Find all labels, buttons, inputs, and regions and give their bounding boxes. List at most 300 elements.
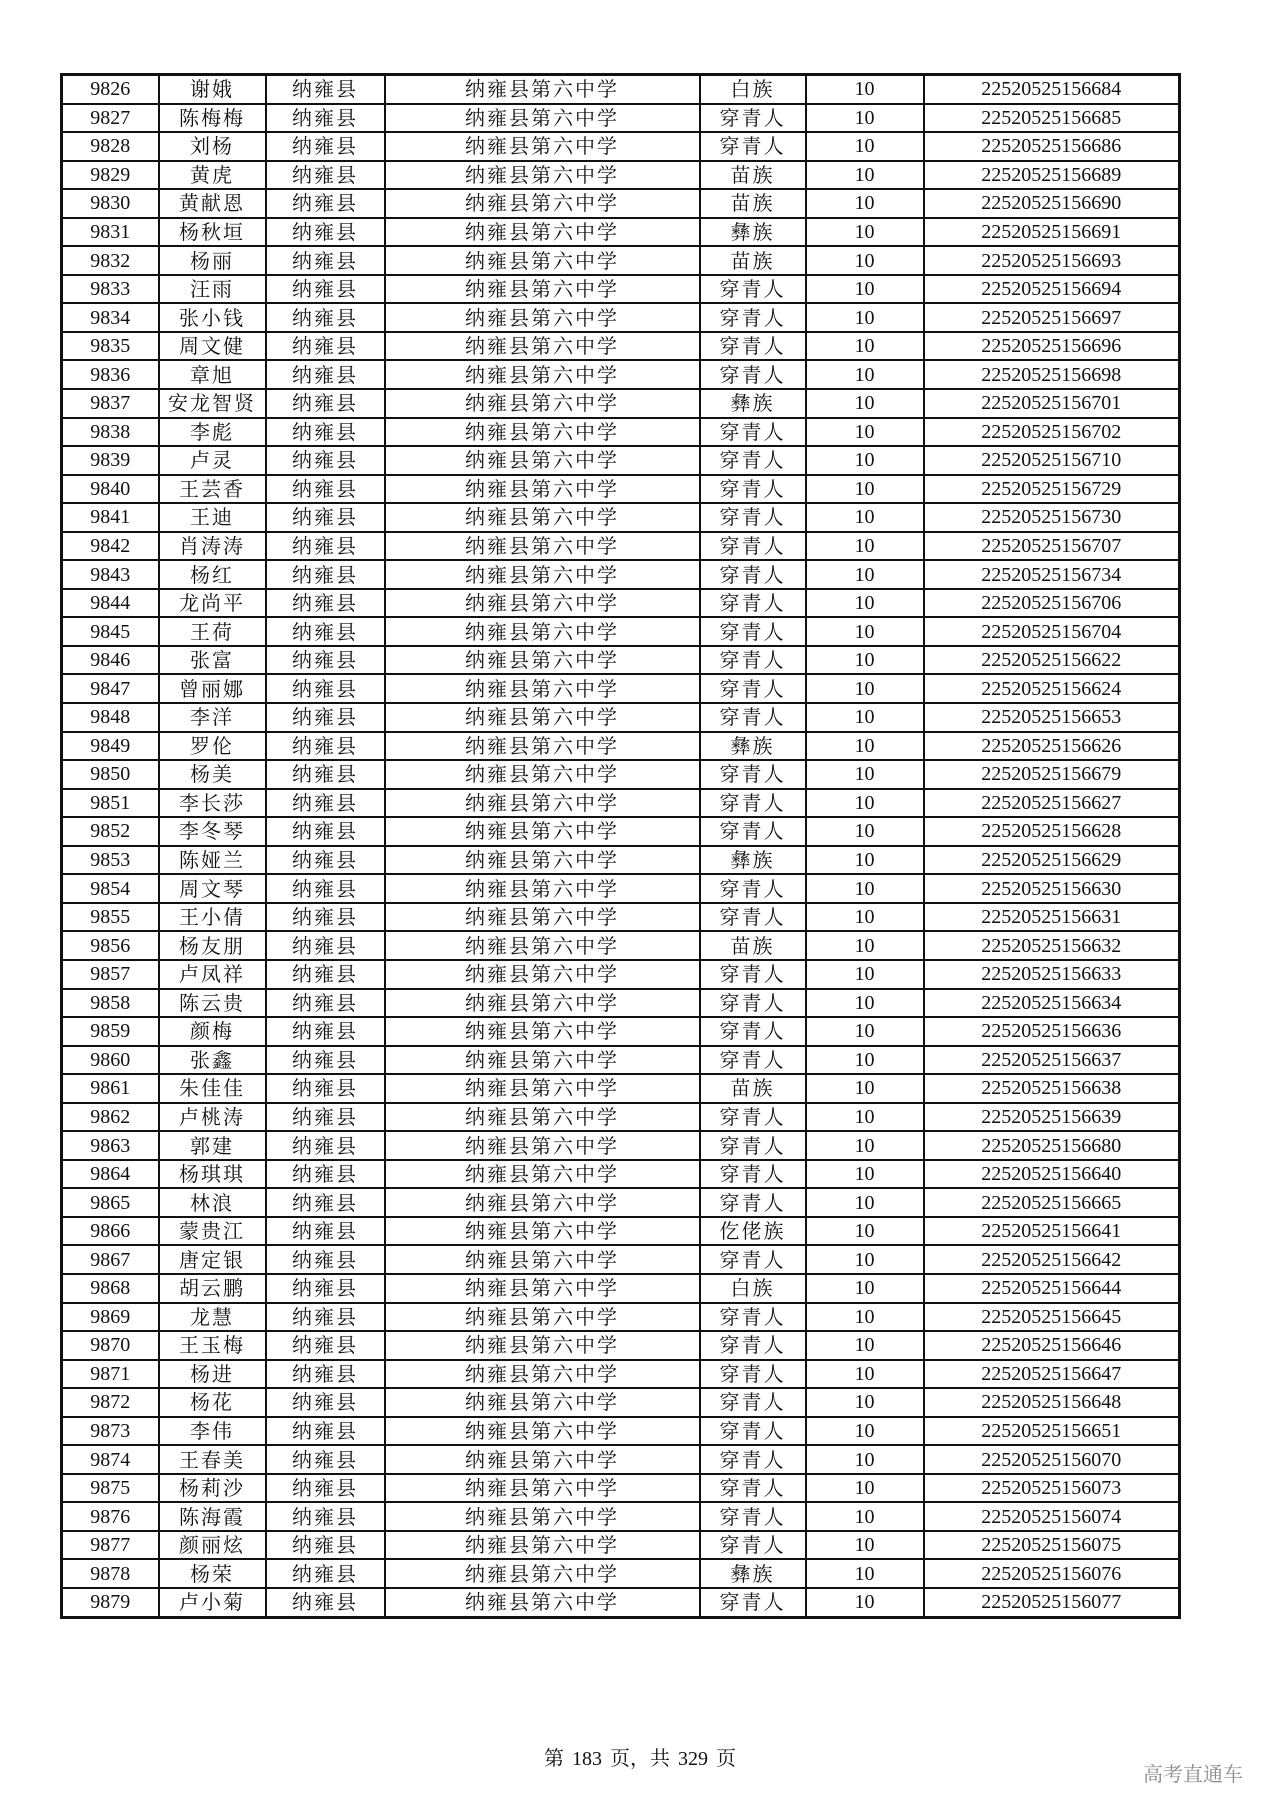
county-cell: 纳雍县 (266, 132, 385, 161)
name-cell: 龙慧 (159, 1303, 266, 1332)
seq-cell: 9828 (62, 132, 159, 161)
table-row (62, 1217, 1180, 1246)
county-cell: 纳雍县 (266, 560, 385, 589)
score-cell: 10 (806, 989, 924, 1018)
county-cell: 纳雍县 (266, 189, 385, 218)
school-cell: 纳雍县第六中学 (385, 360, 700, 389)
exam-id-cell: 22520525156636 (924, 1017, 1180, 1046)
seq-cell: 9841 (62, 503, 159, 532)
exam-id-cell: 22520525156645 (924, 1303, 1180, 1332)
table-row (62, 560, 1180, 589)
school-cell: 纳雍县第六中学 (385, 275, 700, 304)
school-cell: 纳雍县第六中学 (385, 817, 700, 846)
table-row (62, 617, 1180, 646)
seq-cell: 9878 (62, 1559, 159, 1588)
school-cell: 纳雍县第六中学 (385, 760, 700, 789)
score-cell: 10 (806, 132, 924, 161)
current-page-number: 183 (572, 1748, 602, 1770)
table-row (62, 646, 1180, 675)
ethnicity-cell: 穿青人 (700, 503, 806, 532)
seq-cell: 9829 (62, 161, 159, 190)
school-cell: 纳雍县第六中学 (385, 560, 700, 589)
school-cell: 纳雍县第六中学 (385, 332, 700, 361)
county-cell: 纳雍县 (266, 1588, 385, 1617)
name-cell: 颜丽炫 (159, 1531, 266, 1560)
county-cell: 纳雍县 (266, 303, 385, 332)
ethnicity-cell: 苗族 (700, 189, 806, 218)
county-cell: 纳雍县 (266, 646, 385, 675)
exam-id-cell: 22520525156640 (924, 1160, 1180, 1189)
county-cell: 纳雍县 (266, 1160, 385, 1189)
ethnicity-cell: 穿青人 (700, 874, 806, 903)
seq-cell: 9855 (62, 903, 159, 932)
table-row (62, 1417, 1180, 1446)
ethnicity-cell: 穿青人 (700, 1417, 806, 1446)
county-cell: 纳雍县 (266, 360, 385, 389)
name-cell: 谢娥 (159, 75, 266, 104)
score-cell: 10 (806, 275, 924, 304)
exam-id-cell: 22520525156628 (924, 817, 1180, 846)
county-cell: 纳雍县 (266, 275, 385, 304)
school-cell: 纳雍县第六中学 (385, 1274, 700, 1303)
county-cell: 纳雍县 (266, 1559, 385, 1588)
table-row (62, 475, 1180, 504)
county-cell: 纳雍县 (266, 475, 385, 504)
table-row (62, 674, 1180, 703)
seq-cell: 9839 (62, 446, 159, 475)
footer-prefix: 第 (544, 1748, 564, 1770)
table-row (62, 1588, 1180, 1617)
score-cell: 10 (806, 874, 924, 903)
seq-cell: 9832 (62, 246, 159, 275)
county-cell: 纳雍县 (266, 817, 385, 846)
county-cell: 纳雍县 (266, 1445, 385, 1474)
county-cell: 纳雍县 (266, 1188, 385, 1217)
name-cell: 王芸香 (159, 475, 266, 504)
footer-page-unit: 页，共 (610, 1748, 670, 1770)
ethnicity-cell: 苗族 (700, 931, 806, 960)
county-cell: 纳雍县 (266, 1331, 385, 1360)
name-cell: 杨莉沙 (159, 1474, 266, 1503)
table-row (62, 760, 1180, 789)
county-cell: 纳雍县 (266, 161, 385, 190)
name-cell: 陈娅兰 (159, 846, 266, 875)
seq-cell: 9850 (62, 760, 159, 789)
seq-cell: 9845 (62, 617, 159, 646)
score-cell: 10 (806, 389, 924, 418)
seq-cell: 9834 (62, 303, 159, 332)
exam-id-cell: 22520525156651 (924, 1417, 1180, 1446)
ethnicity-cell: 穿青人 (700, 703, 806, 732)
ethnicity-cell: 穿青人 (700, 1331, 806, 1360)
school-cell: 纳雍县第六中学 (385, 874, 700, 903)
exam-id-cell: 22520525156691 (924, 218, 1180, 247)
name-cell: 王玉梅 (159, 1331, 266, 1360)
ethnicity-cell: 彝族 (700, 389, 806, 418)
table-row (62, 1245, 1180, 1274)
table-row (62, 589, 1180, 618)
ethnicity-cell: 穿青人 (700, 1188, 806, 1217)
school-cell: 纳雍县第六中学 (385, 1474, 700, 1503)
school-cell: 纳雍县第六中学 (385, 732, 700, 761)
name-cell: 王迪 (159, 503, 266, 532)
name-cell: 汪雨 (159, 275, 266, 304)
score-cell: 10 (806, 1103, 924, 1132)
county-cell: 纳雍县 (266, 1303, 385, 1332)
county-cell: 纳雍县 (266, 104, 385, 133)
score-cell: 10 (806, 104, 924, 133)
school-cell: 纳雍县第六中学 (385, 960, 700, 989)
score-cell: 10 (806, 1217, 924, 1246)
name-cell: 周文琴 (159, 874, 266, 903)
score-cell: 10 (806, 418, 924, 447)
score-cell: 10 (806, 1046, 924, 1075)
county-cell: 纳雍县 (266, 931, 385, 960)
seq-cell: 9867 (62, 1245, 159, 1274)
exam-id-cell: 22520525156076 (924, 1559, 1180, 1588)
school-cell: 纳雍县第六中学 (385, 1331, 700, 1360)
score-cell: 10 (806, 1017, 924, 1046)
seq-cell: 9860 (62, 1046, 159, 1075)
name-cell: 张小钱 (159, 303, 266, 332)
ethnicity-cell: 彝族 (700, 846, 806, 875)
ethnicity-cell: 穿青人 (700, 360, 806, 389)
ethnicity-cell: 穿青人 (700, 1131, 806, 1160)
score-cell: 10 (806, 218, 924, 247)
ethnicity-cell: 穿青人 (700, 789, 806, 818)
table-row (62, 418, 1180, 447)
school-cell: 纳雍县第六中学 (385, 1417, 700, 1446)
ethnicity-cell: 彝族 (700, 732, 806, 761)
table-row (62, 75, 1180, 104)
table-row (62, 1303, 1180, 1332)
ethnicity-cell: 穿青人 (700, 1245, 806, 1274)
table-row (62, 732, 1180, 761)
table-row (62, 1331, 1180, 1360)
total-pages-number: 329 (678, 1748, 708, 1770)
school-cell: 纳雍县第六中学 (385, 903, 700, 932)
name-cell: 杨红 (159, 560, 266, 589)
score-cell: 10 (806, 1160, 924, 1189)
school-cell: 纳雍县第六中学 (385, 589, 700, 618)
name-cell: 李长莎 (159, 789, 266, 818)
school-cell: 纳雍县第六中学 (385, 1588, 700, 1617)
score-cell: 10 (806, 931, 924, 960)
school-cell: 纳雍县第六中学 (385, 189, 700, 218)
exam-id-cell: 22520525156626 (924, 732, 1180, 761)
exam-id-cell: 22520525156693 (924, 246, 1180, 275)
exam-id-cell: 22520525156702 (924, 418, 1180, 447)
table-row (62, 104, 1180, 133)
name-cell: 龙尚平 (159, 589, 266, 618)
name-cell: 罗伦 (159, 732, 266, 761)
ethnicity-cell: 穿青人 (700, 817, 806, 846)
ethnicity-cell: 穿青人 (700, 674, 806, 703)
name-cell: 陈海霞 (159, 1502, 266, 1531)
exam-id-cell: 22520525156653 (924, 703, 1180, 732)
seq-cell: 9877 (62, 1531, 159, 1560)
seq-cell: 9856 (62, 931, 159, 960)
exam-id-cell: 22520525156624 (924, 674, 1180, 703)
table-row (62, 1502, 1180, 1531)
name-cell: 陈梅梅 (159, 104, 266, 133)
ethnicity-cell: 穿青人 (700, 760, 806, 789)
table-row (62, 246, 1180, 275)
score-cell: 10 (806, 703, 924, 732)
score-cell: 10 (806, 1531, 924, 1560)
seq-cell: 9853 (62, 846, 159, 875)
score-cell: 10 (806, 332, 924, 361)
school-cell: 纳雍县第六中学 (385, 475, 700, 504)
score-cell: 10 (806, 1274, 924, 1303)
exam-id-cell: 22520525156706 (924, 589, 1180, 618)
seq-cell: 9854 (62, 874, 159, 903)
exam-id-cell: 22520525156646 (924, 1331, 1180, 1360)
name-cell: 林浪 (159, 1188, 266, 1217)
ethnicity-cell: 白族 (700, 75, 806, 104)
table-row (62, 1160, 1180, 1189)
school-cell: 纳雍县第六中学 (385, 846, 700, 875)
seq-cell: 9826 (62, 75, 159, 104)
exam-id-cell: 22520525156665 (924, 1188, 1180, 1217)
school-cell: 纳雍县第六中学 (385, 1445, 700, 1474)
county-cell: 纳雍县 (266, 246, 385, 275)
exam-id-cell: 22520525156644 (924, 1274, 1180, 1303)
seq-cell: 9861 (62, 1074, 159, 1103)
name-cell: 李伟 (159, 1417, 266, 1446)
ethnicity-cell: 彝族 (700, 218, 806, 247)
seq-cell: 9862 (62, 1103, 159, 1132)
exam-id-cell: 22520525156689 (924, 161, 1180, 190)
name-cell: 刘杨 (159, 132, 266, 161)
table-row (62, 1474, 1180, 1503)
table-row (62, 1559, 1180, 1588)
county-cell: 纳雍县 (266, 617, 385, 646)
exam-id-cell: 22520525156637 (924, 1046, 1180, 1075)
score-cell: 10 (806, 161, 924, 190)
exam-id-cell: 22520525156730 (924, 503, 1180, 532)
school-cell: 纳雍县第六中学 (385, 1245, 700, 1274)
seq-cell: 9866 (62, 1217, 159, 1246)
ethnicity-cell: 穿青人 (700, 1588, 806, 1617)
seq-cell: 9837 (62, 389, 159, 418)
name-cell: 卢小菊 (159, 1588, 266, 1617)
exam-id-cell: 22520525156070 (924, 1445, 1180, 1474)
county-cell: 纳雍县 (266, 1046, 385, 1075)
exam-id-cell: 22520525156710 (924, 446, 1180, 475)
exam-id-cell: 22520525156698 (924, 360, 1180, 389)
county-cell: 纳雍县 (266, 903, 385, 932)
seq-cell: 9830 (62, 189, 159, 218)
county-cell: 纳雍县 (266, 1103, 385, 1132)
score-cell: 10 (806, 1303, 924, 1332)
ethnicity-cell: 穿青人 (700, 903, 806, 932)
score-cell: 10 (806, 1188, 924, 1217)
score-cell: 10 (806, 246, 924, 275)
ethnicity-cell: 穿青人 (700, 1303, 806, 1332)
name-cell: 杨丽 (159, 246, 266, 275)
seq-cell: 9871 (62, 1360, 159, 1389)
table-row (62, 132, 1180, 161)
exam-id-cell: 22520525156686 (924, 132, 1180, 161)
name-cell: 李彪 (159, 418, 266, 447)
table-row (62, 275, 1180, 304)
score-cell: 10 (806, 1474, 924, 1503)
school-cell: 纳雍县第六中学 (385, 674, 700, 703)
ethnicity-cell: 穿青人 (700, 132, 806, 161)
ethnicity-cell: 穿青人 (700, 275, 806, 304)
name-cell: 卢桃涛 (159, 1103, 266, 1132)
county-cell: 纳雍县 (266, 1245, 385, 1274)
ethnicity-cell: 穿青人 (700, 1445, 806, 1474)
school-cell: 纳雍县第六中学 (385, 1017, 700, 1046)
county-cell: 纳雍县 (266, 1531, 385, 1560)
seq-cell: 9865 (62, 1188, 159, 1217)
county-cell: 纳雍县 (266, 1388, 385, 1417)
county-cell: 纳雍县 (266, 960, 385, 989)
school-cell: 纳雍县第六中学 (385, 1303, 700, 1332)
name-cell: 安龙智贤 (159, 389, 266, 418)
school-cell: 纳雍县第六中学 (385, 1046, 700, 1075)
county-cell: 纳雍县 (266, 989, 385, 1018)
county-cell: 纳雍县 (266, 218, 385, 247)
county-cell: 纳雍县 (266, 760, 385, 789)
county-cell: 纳雍县 (266, 1417, 385, 1446)
name-cell: 颜梅 (159, 1017, 266, 1046)
page-footer (0, 1742, 1280, 1771)
table-row (62, 360, 1180, 389)
exam-id-cell: 22520525156073 (924, 1474, 1180, 1503)
table-row (62, 874, 1180, 903)
score-cell: 10 (806, 532, 924, 561)
county-cell: 纳雍县 (266, 418, 385, 447)
name-cell: 郭建 (159, 1131, 266, 1160)
county-cell: 纳雍县 (266, 532, 385, 561)
seq-cell: 9833 (62, 275, 159, 304)
seq-cell: 9847 (62, 674, 159, 703)
ethnicity-cell: 苗族 (700, 246, 806, 275)
ethnicity-cell: 穿青人 (700, 989, 806, 1018)
seq-cell: 9838 (62, 418, 159, 447)
name-cell: 卢灵 (159, 446, 266, 475)
watermark-logo-text: 高考直通车 (1143, 1762, 1243, 1786)
county-cell: 纳雍县 (266, 389, 385, 418)
name-cell: 陈云贵 (159, 989, 266, 1018)
exam-id-cell: 22520525156634 (924, 989, 1180, 1018)
ethnicity-cell: 穿青人 (700, 560, 806, 589)
ethnicity-cell: 穿青人 (700, 646, 806, 675)
exam-id-cell: 22520525156629 (924, 846, 1180, 875)
score-cell: 10 (806, 1502, 924, 1531)
exam-id-cell: 22520525156690 (924, 189, 1180, 218)
score-cell: 10 (806, 1131, 924, 1160)
seq-cell: 9875 (62, 1474, 159, 1503)
exam-id-cell: 22520525156696 (924, 332, 1180, 361)
score-cell: 10 (806, 1388, 924, 1417)
score-cell: 10 (806, 1360, 924, 1389)
name-cell: 周文健 (159, 332, 266, 361)
score-cell: 10 (806, 732, 924, 761)
exam-id-cell: 22520525156694 (924, 275, 1180, 304)
ethnicity-cell: 穿青人 (700, 1474, 806, 1503)
roster-sheet (60, 73, 1178, 1619)
school-cell: 纳雍县第六中学 (385, 1531, 700, 1560)
seq-cell: 9869 (62, 1303, 159, 1332)
seq-cell: 9870 (62, 1331, 159, 1360)
school-cell: 纳雍县第六中学 (385, 161, 700, 190)
seq-cell: 9848 (62, 703, 159, 732)
name-cell: 黄献恩 (159, 189, 266, 218)
score-cell: 10 (806, 589, 924, 618)
score-cell: 10 (806, 617, 924, 646)
county-cell: 纳雍县 (266, 75, 385, 104)
ethnicity-cell: 穿青人 (700, 446, 806, 475)
exam-id-cell: 22520525156729 (924, 475, 1180, 504)
exam-id-cell: 22520525156622 (924, 646, 1180, 675)
name-cell: 朱佳佳 (159, 1074, 266, 1103)
exam-id-cell: 22520525156630 (924, 874, 1180, 903)
school-cell: 纳雍县第六中学 (385, 303, 700, 332)
table-row (62, 1046, 1180, 1075)
school-cell: 纳雍县第六中学 (385, 1559, 700, 1588)
name-cell: 杨花 (159, 1388, 266, 1417)
name-cell: 杨荣 (159, 1559, 266, 1588)
school-cell: 纳雍县第六中学 (385, 703, 700, 732)
score-cell: 10 (806, 1074, 924, 1103)
seq-cell: 9857 (62, 960, 159, 989)
ethnicity-cell: 彝族 (700, 1559, 806, 1588)
table-row (62, 703, 1180, 732)
county-cell: 纳雍县 (266, 703, 385, 732)
exam-id-cell: 22520525156704 (924, 617, 1180, 646)
table-row (62, 1531, 1180, 1560)
name-cell: 杨美 (159, 760, 266, 789)
school-cell: 纳雍县第六中学 (385, 1160, 700, 1189)
school-cell: 纳雍县第六中学 (385, 646, 700, 675)
name-cell: 张富 (159, 646, 266, 675)
ethnicity-cell: 穿青人 (700, 104, 806, 133)
county-cell: 纳雍县 (266, 503, 385, 532)
table-row (62, 1360, 1180, 1389)
ethnicity-cell: 穿青人 (700, 1531, 806, 1560)
table-row (62, 960, 1180, 989)
name-cell: 李洋 (159, 703, 266, 732)
score-cell: 10 (806, 789, 924, 818)
county-cell: 纳雍县 (266, 1131, 385, 1160)
table-row (62, 1074, 1180, 1103)
table-row (62, 303, 1180, 332)
ethnicity-cell: 穿青人 (700, 1502, 806, 1531)
ethnicity-cell: 穿青人 (700, 475, 806, 504)
name-cell: 章旭 (159, 360, 266, 389)
school-cell: 纳雍县第六中学 (385, 389, 700, 418)
exam-id-cell: 22520525156638 (924, 1074, 1180, 1103)
ethnicity-cell: 穿青人 (700, 1046, 806, 1075)
score-cell: 10 (806, 1559, 924, 1588)
school-cell: 纳雍县第六中学 (385, 418, 700, 447)
ethnicity-cell: 苗族 (700, 161, 806, 190)
score-cell: 10 (806, 303, 924, 332)
school-cell: 纳雍县第六中学 (385, 75, 700, 104)
name-cell: 曾丽娜 (159, 674, 266, 703)
ethnicity-cell: 穿青人 (700, 589, 806, 618)
county-cell: 纳雍县 (266, 1074, 385, 1103)
exam-id-cell: 22520525156707 (924, 532, 1180, 561)
table-row (62, 1103, 1180, 1132)
score-cell: 10 (806, 560, 924, 589)
county-cell: 纳雍县 (266, 1217, 385, 1246)
score-cell: 10 (806, 189, 924, 218)
